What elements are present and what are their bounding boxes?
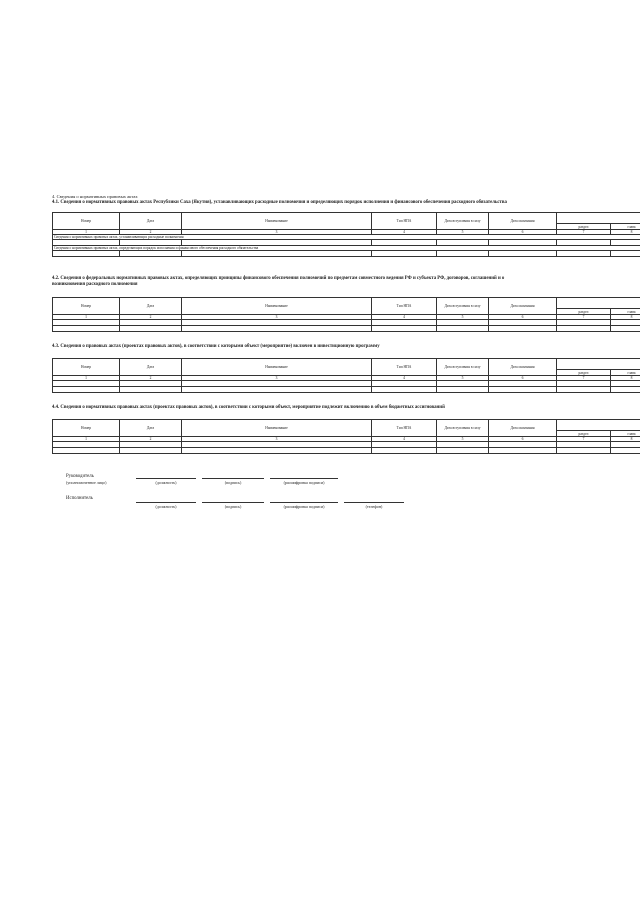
header-effective-date: Дата вступления в силу — [437, 420, 489, 437]
col-num: 3 — [182, 376, 372, 381]
col-num: 5 — [437, 315, 489, 320]
section-4-4-title: 4.4. Сведения о нормативных правовых актах (проектах правовых актов), в соответствии с которыми объект, мероприятие подлежит включению в объем бюджетных ассигнований — [52, 405, 445, 410]
header-end-date: Дата окончания — [489, 420, 557, 437]
col-num: 5 — [437, 230, 489, 235]
head-caption-signature: (подпись) — [224, 480, 242, 485]
head-position-line — [136, 478, 196, 479]
table-row — [53, 326, 640, 332]
col-num: 1 — [53, 230, 120, 235]
executor-signature-line — [202, 502, 264, 503]
col-num: 7 — [557, 315, 611, 320]
header-group-empty — [557, 298, 640, 309]
col-num: 6 — [489, 437, 557, 442]
header-date: Дата — [120, 359, 182, 376]
section-4-2-title-line2: возникновения расходного полномочия — [52, 282, 138, 287]
col-num: 7 — [557, 230, 611, 235]
group-row-powers: Сведения о нормативных правовых актах, устанавливающих расходные полномочия — [53, 235, 640, 240]
col-num: 4 — [372, 376, 437, 381]
group-row-financing: Сведения о нормативных правовых актах, определяющих порядок исполнения и финансового обеспечения расходного обязательства — [53, 246, 640, 251]
section-4-2-title-line1: 4.2. Сведения о федеральных нормативных правовых актах, определяющих принципы финансового обеспечения полномочий по предметам совместного ведения РФ и субъекта РФ, договоров, соглашений и о — [52, 276, 505, 281]
header-effective-date: Дата вступления в силу — [437, 213, 489, 230]
header-number: Номер — [53, 359, 120, 376]
col-num: 6 — [489, 315, 557, 320]
table-4-1 — [52, 212, 640, 257]
col-num: 2 — [120, 230, 182, 235]
col-num: 7 — [557, 376, 611, 381]
table-row — [53, 448, 640, 454]
head-name-line — [270, 478, 338, 479]
header-number: Номер — [53, 213, 120, 230]
header-date: Дата — [120, 213, 182, 230]
col-num: 4 — [372, 230, 437, 235]
header-date: Дата — [120, 298, 182, 315]
col-num: 5 — [437, 376, 489, 381]
col-num: 8 — [611, 315, 640, 320]
table-row — [53, 387, 640, 393]
header-name: Наименование — [182, 420, 372, 437]
subheader-section: раздел — [557, 370, 611, 376]
col-num: 2 — [120, 315, 182, 320]
executor-name-line — [270, 502, 338, 503]
executor-position-line — [136, 502, 196, 503]
head-caption-position: (должность) — [155, 480, 177, 485]
col-num: 1 — [53, 376, 120, 381]
header-group-empty — [557, 420, 640, 431]
subheader-chapter: глава — [611, 431, 640, 437]
col-num: 3 — [182, 437, 372, 442]
col-num: 8 — [611, 230, 640, 235]
header-end-date: Дата окончания — [489, 359, 557, 376]
header-number: Номер — [53, 420, 120, 437]
col-num: 8 — [611, 437, 640, 442]
table-4-4 — [52, 419, 640, 454]
head-signature-line — [202, 478, 264, 479]
subheader-chapter: глава — [611, 370, 640, 376]
head-caption-name: (расшифровка подписи) — [283, 480, 325, 485]
header-end-date: Дата окончания — [489, 213, 557, 230]
header-effective-date: Дата вступления в силу — [437, 298, 489, 315]
col-num: 3 — [182, 230, 372, 235]
head-label: Руководитель — [66, 474, 94, 479]
col-num: 7 — [557, 437, 611, 442]
header-date: Дата — [120, 420, 182, 437]
header-type: Тип НПА — [372, 213, 437, 230]
col-num: 6 — [489, 376, 557, 381]
executor-caption-position: (должность) — [155, 504, 177, 509]
executor-caption-phone: (телефон) — [365, 504, 383, 509]
header-name: Наименование — [182, 213, 372, 230]
col-num: 4 — [372, 437, 437, 442]
col-num: 2 — [120, 376, 182, 381]
section-4-1-title: 4.1. Сведения о нормативных правовых актах Республики Саха (Якутия), устанавливающих расходные полномочия и определяющих порядок исполнения и финансового обеспечения расходного обязательства — [52, 200, 507, 205]
executor-phone-line — [344, 502, 404, 503]
col-num: 1 — [53, 437, 120, 442]
subheader-section: раздел — [557, 224, 611, 230]
col-num: 6 — [489, 230, 557, 235]
section-title: 4. Сведения о нормативных правовых актах — [52, 194, 138, 199]
header-name: Наименование — [182, 298, 372, 315]
table-4-2 — [52, 297, 640, 332]
col-num: 8 — [611, 376, 640, 381]
subheader-section: раздел — [557, 431, 611, 437]
executor-caption-name: (расшифровка подписи) — [283, 504, 325, 509]
executor-label: Исполнитель — [66, 496, 93, 501]
header-group-empty — [557, 213, 640, 224]
col-num: 4 — [372, 315, 437, 320]
col-num: 1 — [53, 315, 120, 320]
col-num: 2 — [120, 437, 182, 442]
header-end-date: Дата окончания — [489, 298, 557, 315]
header-effective-date: Дата вступления в силу — [437, 359, 489, 376]
header-number: Номер — [53, 298, 120, 315]
executor-caption-signature: (подпись) — [224, 504, 242, 509]
table-row — [53, 251, 640, 257]
table-4-3 — [52, 358, 640, 393]
subheader-chapter: глава — [611, 309, 640, 315]
header-type: Тип НПА — [372, 359, 437, 376]
header-type: Тип НПА — [372, 298, 437, 315]
header-group-empty — [557, 359, 640, 370]
section-4-3-title: 4.3. Сведения о правовых актах (проектах правовых актов), в соответствии с которыми объект (мероприятие) включен в инвестиционную программу — [52, 344, 380, 349]
header-name: Наименование — [182, 359, 372, 376]
subheader-section: раздел — [557, 309, 611, 315]
col-num: 3 — [182, 315, 372, 320]
head-sub-label: (уполномоченное лицо) — [66, 480, 107, 485]
subheader-chapter: глава — [611, 224, 640, 230]
col-num: 5 — [437, 437, 489, 442]
header-type: Тип НПА — [372, 420, 437, 437]
